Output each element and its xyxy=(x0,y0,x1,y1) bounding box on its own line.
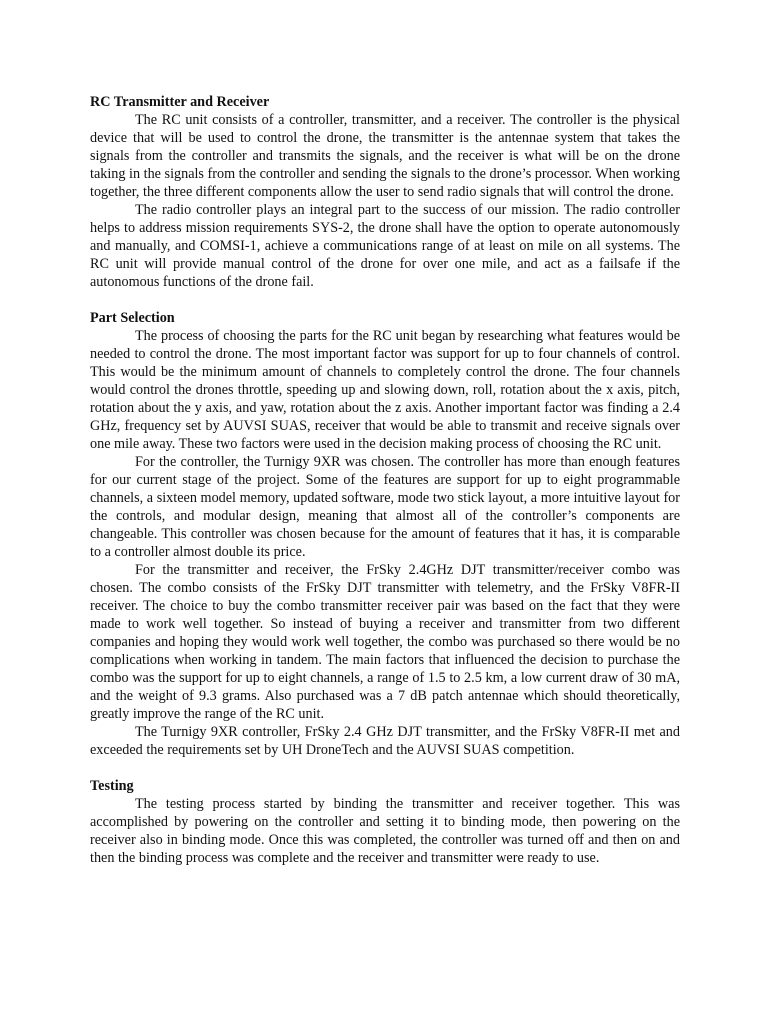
document-page xyxy=(90,93,680,867)
section-heading: Testing xyxy=(90,778,134,794)
section-heading: Part Selection xyxy=(90,310,175,326)
section-rc-transmitter-receiver xyxy=(90,93,680,291)
paragraph: The Turnigy 9XR controller, FrSky 2.4 GHz DJT transmitter, and the FrSky V8FR-II met and exceeded the requirements set by UH DroneTech and the AUVSI SUAS competition. xyxy=(90,724,680,758)
paragraph: The radio controller plays an integral part to the success of our mission. The radio controller helps to address mission requirements SYS-2, the drone shall have the option to operate autonomously and manually, and COMSI-1, achieve a communications range of at least on mile on all systems. The RC unit will provide manual control of the drone for over one mile, and act as a failsafe if the autonomous functions of the drone fail. xyxy=(90,202,680,290)
paragraph: For the transmitter and receiver, the FrSky 2.4GHz DJT transmitter/receiver combo was chosen. The combo consists of the FrSky DJT transmitter with telemetry, and the FrSky V8FR-II receiver. The choice to buy the combo transmitter receiver pair was based on the fact that they were made to work well together. So instead of buying a receiver and transmitter from two different companies and hoping they would work well together, the combo was purchased so there would be no complications when working in tandem. The main factors that influenced the decision to purchase the combo was the support for up to eight channels, a range of 1.5 to 2.5 km, a low current draw of 30 mA, and the weight of 9.3 grams. Also purchased was a 7 dB patch antennae which should theoretically, greatly improve the range of the RC unit. xyxy=(90,562,680,722)
section-part-selection xyxy=(90,309,680,759)
paragraph: The testing process started by binding the transmitter and receiver together. This was accomplished by powering on the controller and setting it to binding mode, then powering on the receiver also in binding mode. Once this was completed, the controller was turned off and then on and then the binding process was complete and the receiver and transmitter were ready to use. xyxy=(90,796,680,866)
section-heading: RC Transmitter and Receiver xyxy=(90,94,270,110)
paragraph: For the controller, the Turnigy 9XR was chosen. The controller has more than enough features for our current stage of the project. Some of the features are support for up to eight programmable channels, a sixteen model memory, updated software, mode two stick layout, a more intuitive layout for the controls, and modular design, meaning that almost all of the controller’s components are changeable. This controller was chosen because for the amount of features that it has, it is comparable to a controller almost double its price. xyxy=(90,454,680,560)
paragraph: The process of choosing the parts for the RC unit began by researching what features would be needed to control the drone. The most important factor was support for up to four channels of control. This would be the minimum amount of channels to completely control the drone. The four channels would control the drones throttle, speeding up and slowing down, roll, rotation about the x axis, pitch, rotation about the y axis, and yaw, rotation about the z axis. Another important factor was finding a 2.4 GHz, frequency set by AUVSI SUAS, receiver that would be able to transmit and receive signals over one mile away. These two factors were used in the decision making process of choosing the RC unit. xyxy=(90,328,680,452)
section-testing xyxy=(90,777,680,867)
paragraph: The RC unit consists of a controller, transmitter, and a receiver. The controller is the physical device that will be used to control the drone, the transmitter is the antennae system that takes the signals from the controller and transmits the signals, and the receiver is what will be on the drone taking in the signals from the controller and sending the signals to the drone’s processor. When working together, the three different components allow the user to send radio signals that will control the drone. xyxy=(90,112,680,200)
